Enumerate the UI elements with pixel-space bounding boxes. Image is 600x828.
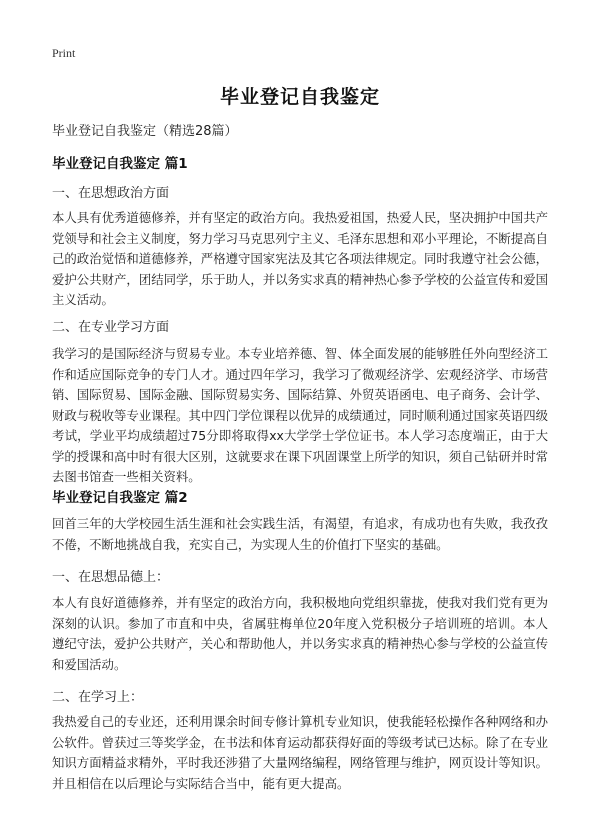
document-subtitle: 毕业登记自我鉴定（精选28篇） (52, 124, 238, 139)
section-subheading: 一、在思想政治方面 (52, 186, 170, 201)
paragraph: 本人有良好道德修养，并有坚定的政治方向，我积极地向党组织靠拢，使我对我们党有更为深刻的认识。参加了市直和中央，省属驻梅单位20年度入党积极分子培训班的培训。本人遵纪守法，爱护公共财产，关心和帮助他人，并以务实求真的精神热心参与学校的公益宣传和爱国活动。 (52, 595, 548, 672)
paragraph: 我学习的是国际经济与贸易专业。本专业培养德、智、体全面发展的能够胜任外向型经济工作和适应国际竞争的专门人才。通过四年学习，我学习了微观经济学、宏观经济学、市场营销、国际贸易、国际金融、国际贸易实务、国际结算、外贸英语函电、电子商务、会计学、财政与税收等专业课程。其中四门学位课程以优异的成绩通过，同时顺利通过国家英语四级考试，学业平均成绩超过75分即将取得xx大学学士学位证书。本人学习态度端正，由于大学的授课和高中时有很大区别，这就要求在课下巩固课堂上所学的知识，须自己钻研并时常去图书馆查一些相关资料。 (52, 346, 548, 484)
document-title: 毕业登记自我鉴定 (219, 86, 380, 108)
section-subheading: 二、在学习上： (52, 690, 144, 705)
section-subheading: 二、在专业学习方面 (52, 320, 170, 335)
section-heading: 毕业登记自我鉴定 篇2 (52, 490, 188, 506)
paragraph: 回首三年的大学校园生活生涯和社会实践生活，有渴望，有追求，有成功也有失败，我孜孜不倦，不断地挑战自我，充实自己，为实现人生的价值打下坚实的基础。 (52, 516, 548, 552)
print-link[interactable]: Print (52, 46, 76, 60)
section-heading: 毕业登记自我鉴定 篇1 (52, 156, 188, 172)
section-subheading: 一、在思想品德上： (52, 570, 170, 585)
paragraph: 我热爱自己的专业还，还利用课余时间专修计算机专业知识，使我能轻松操作各种网络和办公软件。曾获过三等奖学金，在书法和体育运动都获得好面的等级考试已达标。除了在专业知识方面精益求精外，平时我还涉猎了大量网络编程，网络管理与维护，网页设计等知识。并且相信在以后理论与实际结合当中，能有更大提高。 (52, 714, 548, 791)
paragraph: 本人具有优秀道德修养，并有坚定的政治方向。我热爱祖国，热爱人民，坚决拥护中国共产党领导和社会主义制度，努力学习马克思列宁主义、毛泽东思想和邓小平理论，不断提高自己的政治觉悟和道德修养，严格遵守国家宪法及其它各项法律规定。同时我遵守社会公德，爱护公共财产，团结同学，乐于助人，并以务实求真的精神热心参予学校的公益宣传和爱国主义活动。 (52, 210, 548, 307)
